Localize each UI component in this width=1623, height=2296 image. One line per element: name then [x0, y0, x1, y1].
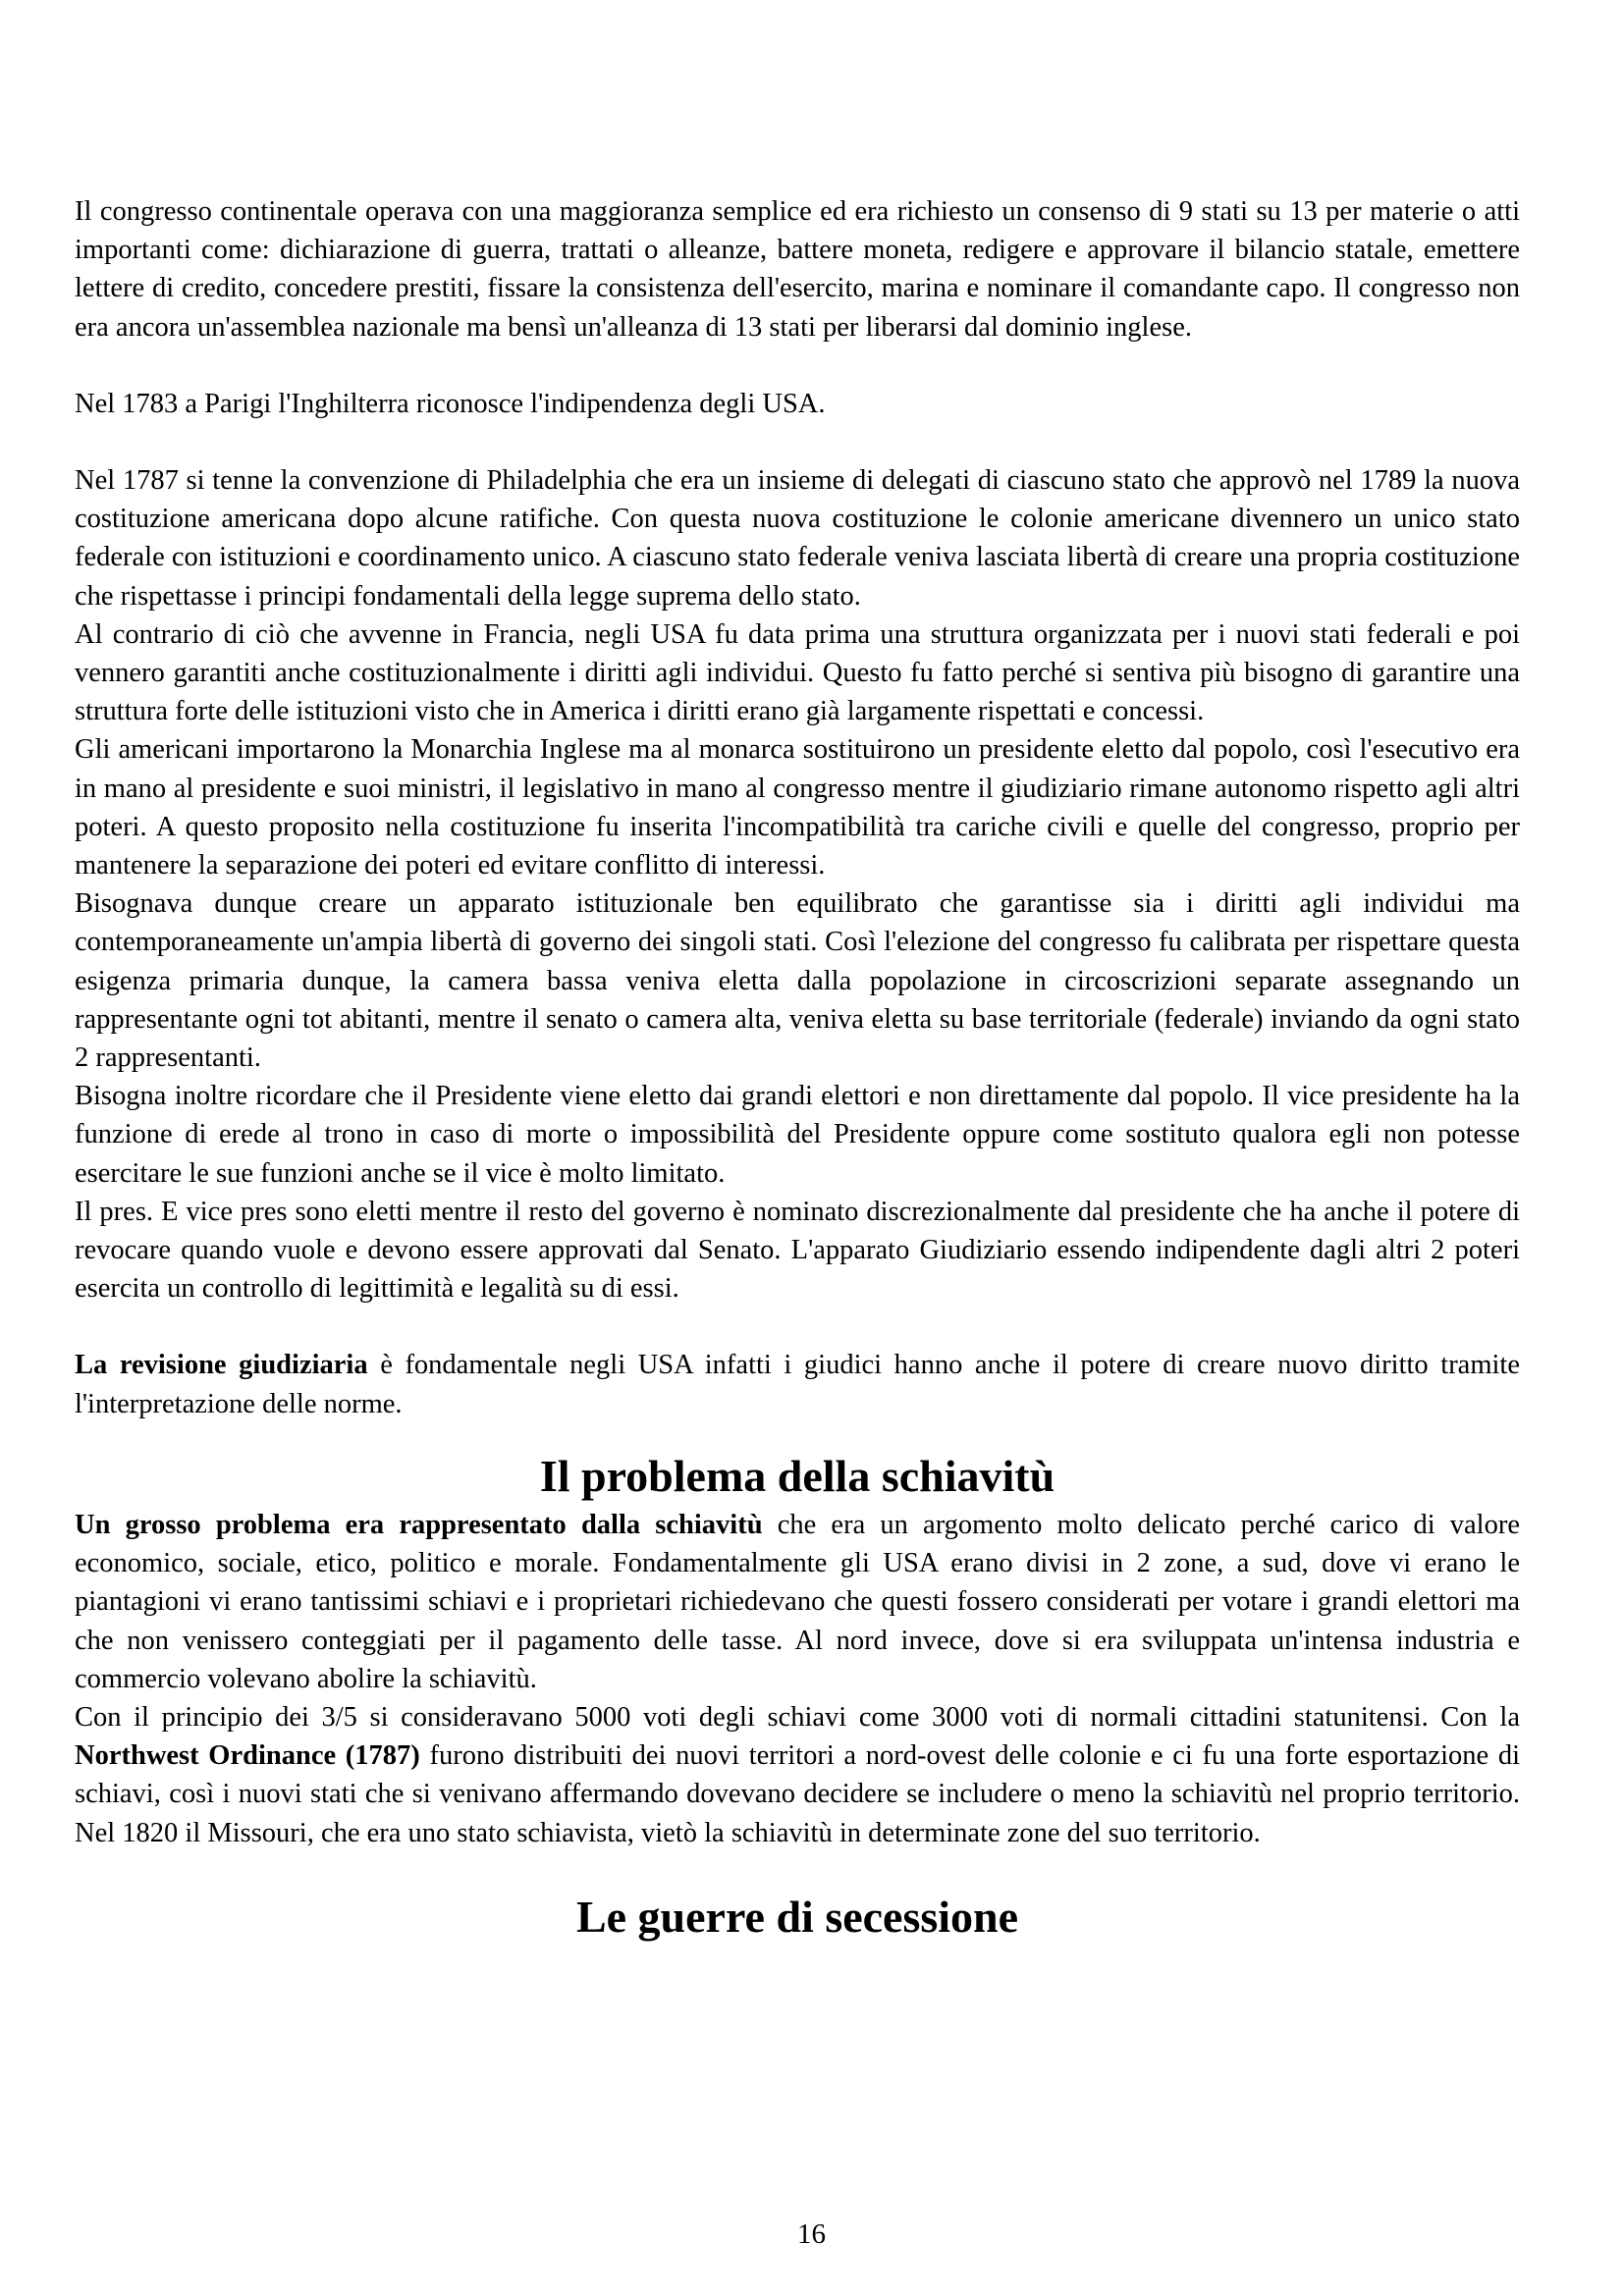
paragraph-apparato-istituzionale: Bisognava dunque creare un apparato istituzionale ben equilibrato che garantisse sia i diritti agli individui ma contemporaneamente un'ampia libertà di governo dei singoli stati. Così l'elezione del congresso fu calibrata per rispettare questa esigenza primaria dunque, la camera bassa veniva eletta dalla popolazione in circoscrizioni separate assegnando un rappresentante ogni tot abitanti, mentre il senato o camera alta, veniva eletta su base territoriale (federale) inviando da ogni stato 2 rappresentanti. [75, 888, 1520, 1074]
paragraph-schiavitu [75, 1506, 1520, 1698]
text-revisione-rest: è fondamentale negli USA infatti i giudici hanno anche il potere di creare nuovo diritto tramite l'interpretazione delle norme. [75, 1350, 1520, 1419]
paragraph-francia-confronto: Al contrario di ciò che avvenne in Francia, negli USA fu data prima una struttura organizzata per i nuovi stati federali e poi vennero garantiti anche costituzionalmente i diritti agli individui. Questo fu fatto perché si sentiva più bisogno di garantire una struttura forte delle istituzioni visto che in America i diritti erano già largamente rispettati e concessi. [75, 618, 1520, 727]
page-number: 16 [797, 2218, 826, 2250]
paragraph-governo-giudiziario: Il pres. E vice pres sono eletti mentre il resto del governo è nominato discrezionalmente dal presidente che ha anche il potere di revocare quando vuole e devono essere approvati dal Senato. L'apparato Giudiziario essendo indipendente dagli altri 2 poteri esercita un controllo di legittimità e legalità su di essi. [75, 1196, 1520, 1305]
text-principio-rest: furono distribuiti dei nuovi territori a nord-ovest delle colonie e ci fu una forte esportazione di schiavi, così i nuovi stati che si venivano affermando dovevano decidere se includere o meno la schiavitù nel proprio territorio. Nel 1820 il Missouri, che era uno stato schiavista, vietò la schiavitù in determinate zone del suo territorio. [75, 1740, 1520, 1848]
paragraph-1783-parigi: Nel 1783 a Parigi l'Inghilterra riconosce l'indipendenza degli USA. [75, 388, 826, 419]
heading-problema-schiavitu: Il problema della schiavitù [539, 1450, 1055, 1501]
heading-guerre-secessione: Le guerre di secessione [575, 1891, 1019, 1942]
text-schiavitu-rest: che era un argomento molto delicato perché carico di valore economico, sociale, etico, politico e morale. Fondamentalmente gli USA erano divisi in 2 zone, a sud, dove vi erano le piantagioni vi erano tantissimi schiavi e i proprietari richiedevano che questi fossero considerati per votare i grandi elettori ma che non venissero conteggiati per il pagamento delle tasse. Al nord invece, dove si era sviluppata un'intensa industria e commercio volevano abolire la schiavitù. [75, 1509, 1520, 1694]
paragraph-congresso-continentale: Il congresso continentale operava con una maggioranza semplice ed era richiesto un consenso di 9 stati su 13 per materie o atti importanti come: dichiarazione di guerra, trattati o alleanze, battere moneta, redigere e approvare il bilancio statale, emettere lettere di credito, concedere prestiti, fissare la consistenza dell'esercito, marina e nominare il comandante capo. Il congresso non era ancora un'assemblea nazionale ma bensì un'alleanza di 13 stati per liberarsi dal dominio inglese. [75, 196, 1520, 343]
paragraph-convenzione-philadelphia: Nel 1787 si tenne la convenzione di Philadelphia che era un insieme di delegati di ciascuno stato che approvò nel 1789 la nuova costituzione americana dopo alcune ratifiche. Con questa nuova costituzione le colonie americane divennero un unico stato federale con istituzioni e coordinamento unico. A ciascuno stato federale veniva lasciata libertà di creare una propria costituzione che rispettasse i principi fondamentali della legge suprema dello stato. [75, 465, 1520, 612]
bold-revisione-giudiziaria: La revisione giudiziaria [75, 1350, 368, 1381]
paragraph-presidente-elezione: Bisogna inoltre ricordare che il Presidente viene eletto dai grandi elettori e non direttamente dal popolo. Il vice presidente ha la funzione di erede al trono in caso di morte o impossibilità del Presidente oppure come sostituto qualora egli non potesse esercitare le sue funzioni anche se il vice è molto limitato. [75, 1081, 1520, 1189]
page-content [75, 192, 1520, 1945]
paragraph-monarchia-inglese: Gli americani importarono la Monarchia Inglese ma al monarca sostituirono un presidente eletto dal popolo, così l'esecutivo era in mano al presidente e suoi ministri, il legislativo in mano al congresso mentre il giudiziario rimane autonomo rispetto agli altri poteri. A questo proposito nella costituzione fu inserita l'incompatibilità tra cariche civili e quelle del congresso, proprio per mantenere la separazione dei poteri ed evitare conflitto di interessi. [75, 734, 1520, 881]
bold-grosso-problema: Un grosso problema era rappresentato dalla schiavitù [75, 1509, 763, 1540]
text-principio-start: Con il principio dei 3/5 si consideravano 5000 voti degli schiavi come 3000 voti di normali cittadini statunitensi. Con la [75, 1701, 1520, 1733]
paragraph-revisione-giudiziaria [75, 1346, 1520, 1422]
paragraph-principio-tre-quinti [75, 1698, 1520, 1852]
bold-northwest-ordinance: Northwest Ordinance (1787) [75, 1740, 420, 1772]
